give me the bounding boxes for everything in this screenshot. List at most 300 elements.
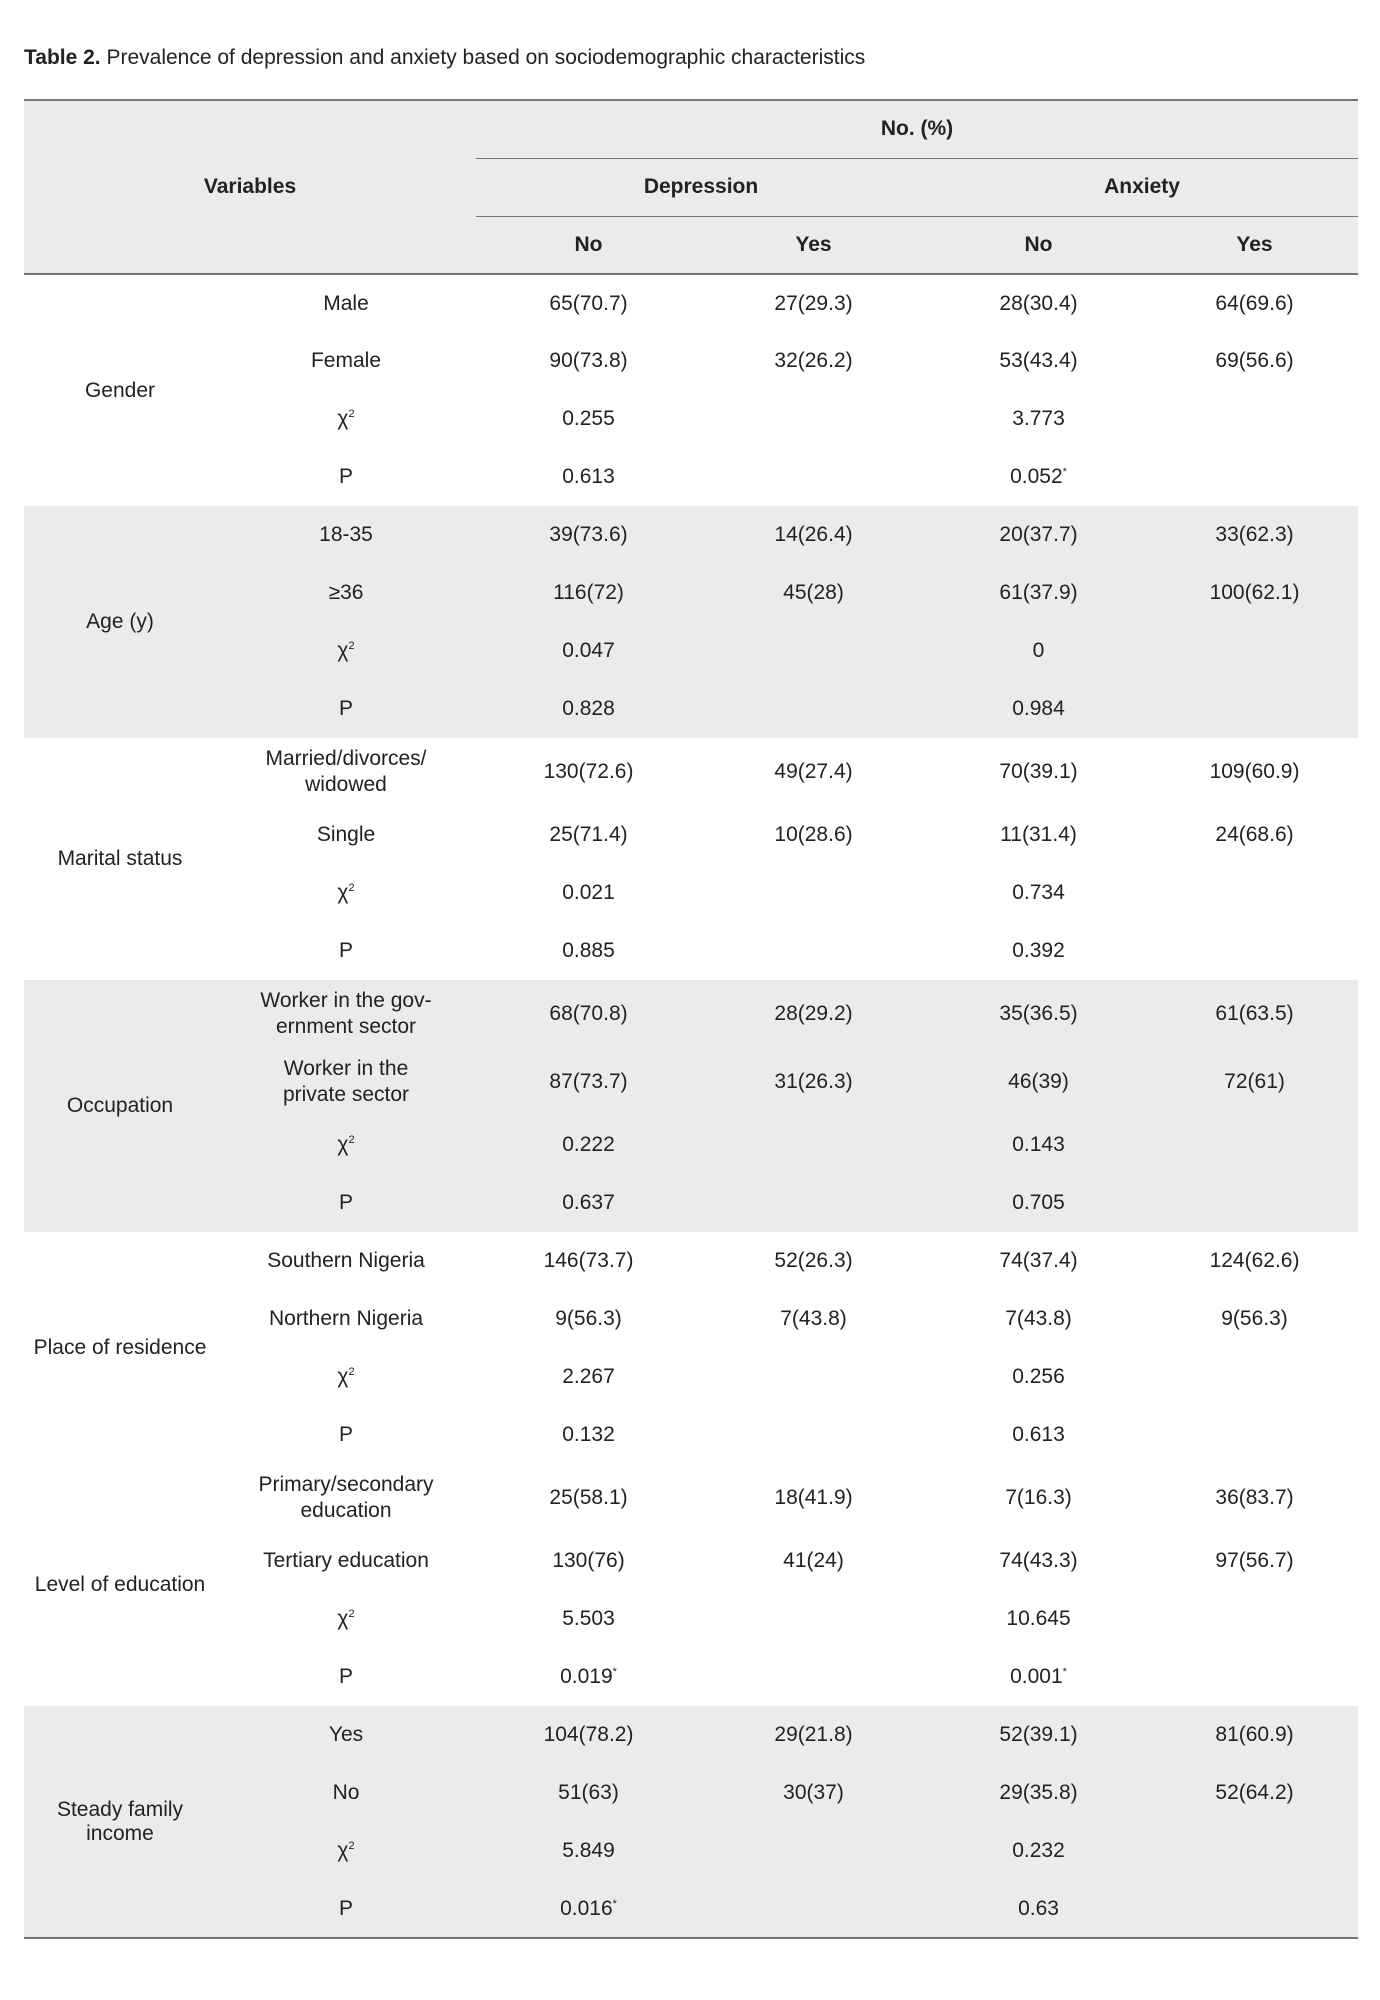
value-cell-dep-yes (701, 506, 926, 564)
value-cell-anx-no (926, 922, 1151, 980)
value-cell-dep-yes (701, 1048, 926, 1116)
cell-value: 0.637 (562, 1191, 615, 1214)
row-label-cell (216, 448, 476, 506)
value-cell-dep-no (476, 806, 701, 864)
value-cell-anx-no (926, 1232, 1151, 1290)
header-anxiety: Anxiety (926, 158, 1358, 216)
row-label: χ (337, 407, 349, 430)
header-variables: Variables (24, 100, 476, 274)
value-cell-dep-no (476, 448, 701, 506)
cell-value: 0.256 (1012, 1365, 1065, 1388)
row-label-cell (216, 980, 476, 1048)
row-label-cell (216, 1048, 476, 1116)
value-cell-anx-yes (1151, 738, 1358, 806)
value-cell-dep-no (476, 1648, 701, 1706)
value-cell-anx-no (926, 332, 1151, 390)
cell-value: 0.021 (562, 881, 615, 904)
row-label-cell (216, 1348, 476, 1406)
value-cell-anx-no (926, 1880, 1151, 1938)
value-cell-dep-yes (701, 390, 926, 448)
group-label-cell (24, 274, 216, 506)
value-cell-anx-yes (1151, 1048, 1358, 1116)
cell-value: 65(70.7) (549, 291, 628, 315)
cell-value: 69(56.6) (1215, 349, 1294, 372)
cell-value: 33(62.3) (1215, 523, 1294, 546)
row-label: P (339, 939, 354, 962)
header-anxiety-no: No (926, 216, 1151, 274)
value-cell-anx-no (926, 806, 1151, 864)
row-label-cell (216, 1464, 476, 1532)
cell-value: 53(43.4) (999, 349, 1078, 372)
cell-value: 18(41.9) (774, 1486, 853, 1509)
cell-value: 0.63 (1018, 1896, 1059, 1920)
cell-value: 52(39.1) (999, 1723, 1078, 1746)
cell-value: 24(68.6) (1215, 823, 1294, 846)
value-cell-dep-yes (701, 274, 926, 332)
row-label-cell (216, 622, 476, 680)
value-cell-dep-no (476, 864, 701, 922)
table-row (24, 1406, 1358, 1464)
value-cell-anx-no (926, 448, 1151, 506)
row-label: No (332, 1781, 360, 1804)
value-cell-anx-no (926, 1706, 1151, 1764)
value-cell-dep-no (476, 1174, 701, 1232)
cell-value: 27(29.3) (774, 291, 853, 315)
caption-text: Prevalence of depression and anxiety based on sociodemographic characteristics (100, 46, 866, 69)
value-cell-anx-no (926, 274, 1151, 332)
row-label-cell (216, 390, 476, 448)
table-row (24, 1648, 1358, 1706)
row-label-cell (216, 1880, 476, 1938)
value-cell-anx-no (926, 622, 1151, 680)
value-cell-anx-no (926, 506, 1151, 564)
value-cell-anx-no (926, 738, 1151, 806)
cell-value: 41(24) (783, 1549, 844, 1572)
table-row (24, 1706, 1358, 1764)
cell-value: 61(37.9) (999, 581, 1078, 604)
table-body (24, 274, 1358, 1938)
table-row (24, 980, 1358, 1048)
row-label: χ (337, 1839, 349, 1862)
table-caption (24, 46, 865, 70)
cell-value: 14(26.4) (774, 523, 853, 546)
cell-value: 52(64.2) (1215, 1781, 1294, 1804)
row-label: P (339, 1191, 354, 1214)
row-label-cell (216, 1764, 476, 1822)
value-cell-dep-yes (701, 738, 926, 806)
row-label-cell (216, 922, 476, 980)
cell-value: 9(56.3) (555, 1307, 622, 1330)
value-cell-dep-yes (701, 1406, 926, 1464)
row-label: χ (337, 1133, 349, 1156)
row-label: Married/divorces/ (265, 747, 427, 770)
value-cell-dep-yes (701, 564, 926, 622)
row-label: Southern Nigeria (267, 1249, 425, 1272)
table-row (24, 448, 1358, 506)
cell-value: 90(73.8) (549, 349, 628, 372)
value-cell-dep-yes (701, 1174, 926, 1232)
row-label-cell (216, 1290, 476, 1348)
header-depression-no: No (476, 216, 701, 274)
row-label-cell (216, 1532, 476, 1590)
cell-value: 46(39) (1008, 1070, 1069, 1093)
row-label-cell (216, 1116, 476, 1174)
value-cell-anx-yes (1151, 1464, 1358, 1532)
row-label: Primary/secondary (258, 1473, 434, 1496)
table-row (24, 1348, 1358, 1406)
cell-value: 0.613 (562, 465, 615, 488)
row-label: 18-35 (319, 523, 373, 546)
row-label: P (339, 1423, 354, 1446)
header-anxiety-yes: Yes (1151, 216, 1358, 274)
group-label-cell (24, 1232, 216, 1464)
cell-value: 2.267 (562, 1365, 615, 1388)
table-row (24, 332, 1358, 390)
row-label-cell (216, 506, 476, 564)
value-cell-anx-no (926, 1174, 1151, 1232)
value-cell-anx-no (926, 680, 1151, 738)
value-cell-anx-yes (1151, 448, 1358, 506)
value-cell-anx-no (926, 1406, 1151, 1464)
value-cell-anx-yes (1151, 1822, 1358, 1880)
table-row (24, 680, 1358, 738)
row-label-superscript: 2 (348, 408, 355, 420)
value-cell-dep-yes (701, 1764, 926, 1822)
table-row (24, 864, 1358, 922)
cell-value: 0.885 (562, 939, 615, 962)
row-label: Tertiary education (263, 1549, 429, 1572)
value-cell-dep-yes (701, 1116, 926, 1174)
value-cell-anx-yes (1151, 390, 1358, 448)
cell-value: 36(83.7) (1215, 1486, 1294, 1509)
row-label-line2: ernment sector (275, 1015, 417, 1038)
value-cell-anx-no (926, 864, 1151, 922)
row-label-superscript: 2 (348, 1840, 355, 1852)
table-row (24, 622, 1358, 680)
value-cell-anx-no (926, 1764, 1151, 1822)
value-cell-anx-no (926, 980, 1151, 1048)
cell-value: 28(30.4) (999, 291, 1078, 315)
row-label-superscript: 2 (348, 1366, 355, 1378)
row-label-superscript: 2 (348, 882, 355, 894)
cell-value: 20(37.7) (999, 523, 1078, 546)
value-cell-dep-no (476, 506, 701, 564)
row-label-line2: widowed (305, 773, 387, 796)
row-label-cell (216, 1406, 476, 1464)
cell-value: 74(43.3) (999, 1549, 1078, 1572)
value-cell-dep-yes (701, 1464, 926, 1532)
value-cell-dep-no (476, 980, 701, 1048)
row-label: Northern Nigeria (268, 1307, 424, 1330)
value-cell-dep-no (476, 1880, 701, 1938)
value-cell-anx-yes (1151, 1880, 1358, 1938)
cell-value: 0.232 (1012, 1839, 1065, 1862)
significance-marker: * (1062, 466, 1067, 478)
value-cell-anx-yes (1151, 564, 1358, 622)
cell-value: 25(71.4) (549, 823, 628, 846)
value-cell-dep-yes (701, 1822, 926, 1880)
cell-value: 146(73.7) (543, 1249, 634, 1272)
row-label: P (339, 697, 354, 720)
value-cell-anx-yes (1151, 1532, 1358, 1590)
table-row (24, 506, 1358, 564)
value-cell-anx-yes (1151, 1116, 1358, 1174)
value-cell-anx-yes (1151, 1406, 1358, 1464)
cell-value: 5.849 (562, 1839, 615, 1862)
cell-value: 7(43.8) (1005, 1307, 1072, 1330)
row-label: Worker in the gov- (260, 989, 432, 1012)
value-cell-dep-no (476, 622, 701, 680)
value-cell-anx-yes (1151, 1232, 1358, 1290)
value-cell-dep-no (476, 1116, 701, 1174)
cell-value: 0.392 (1012, 939, 1065, 962)
value-cell-dep-no (476, 1764, 701, 1822)
cell-value: 52(26.3) (774, 1249, 853, 1272)
row-label-cell (216, 806, 476, 864)
cell-value: 11(31.4) (1000, 823, 1077, 846)
cell-value: 39(73.6) (549, 523, 628, 546)
cell-value: 45(28) (783, 581, 844, 604)
cell-value: 30(37) (783, 1781, 844, 1804)
row-label-cell (216, 1590, 476, 1648)
cell-value: 7(16.3) (1005, 1486, 1072, 1509)
cell-value: 74(37.4) (999, 1249, 1078, 1272)
value-cell-dep-no (476, 1048, 701, 1116)
cell-value: 29(21.8) (774, 1723, 853, 1746)
row-label-line2: education (300, 1499, 392, 1522)
table-header (24, 100, 1358, 274)
value-cell-dep-no (476, 922, 701, 980)
value-cell-dep-no (476, 390, 701, 448)
cell-value: 32(26.2) (774, 349, 853, 372)
group-label: Steady family income (56, 1797, 184, 1845)
table-row (24, 1464, 1358, 1532)
cell-value: 130(76) (552, 1549, 625, 1572)
value-cell-anx-no (926, 1048, 1151, 1116)
cell-value: 10(28.6) (774, 823, 853, 846)
cell-value: 0.828 (562, 697, 615, 720)
row-label: χ (337, 639, 349, 662)
group-label: Place of residence (33, 1336, 207, 1359)
table-row (24, 1048, 1358, 1116)
cell-value: 100(62.1) (1209, 581, 1300, 604)
cell-value: 10.645 (1006, 1607, 1071, 1630)
value-cell-dep-yes (701, 1348, 926, 1406)
value-cell-anx-no (926, 390, 1151, 448)
value-cell-dep-no (476, 1406, 701, 1464)
value-cell-dep-yes (701, 1880, 926, 1938)
table-row (24, 1174, 1358, 1232)
significance-marker: * (612, 1897, 617, 1910)
cell-value: 64(69.6) (1215, 291, 1294, 315)
prevalence-table (24, 99, 1358, 1939)
cell-value: 68(70.8) (549, 1002, 628, 1025)
cell-value: 0.705 (1012, 1191, 1065, 1214)
caption-label: Table 2. (24, 46, 101, 69)
cell-value: 3.773 (1012, 407, 1065, 430)
row-label-line2: private sector (282, 1083, 410, 1106)
table-row (24, 1532, 1358, 1590)
cell-value: 0.019 (560, 1665, 613, 1688)
cell-value: 29(35.8) (999, 1781, 1078, 1804)
value-cell-anx-yes (1151, 680, 1358, 738)
value-cell-anx-yes (1151, 1706, 1358, 1764)
value-cell-dep-yes (701, 922, 926, 980)
group-label: Level of education (34, 1573, 206, 1596)
value-cell-anx-yes (1151, 274, 1358, 332)
cell-value: 61(63.5) (1215, 1002, 1294, 1025)
cell-value: 0.001 (1010, 1665, 1063, 1688)
value-cell-dep-yes (701, 332, 926, 390)
cell-value: 130(72.6) (543, 760, 634, 783)
value-cell-dep-yes (701, 806, 926, 864)
value-cell-dep-yes (701, 980, 926, 1048)
value-cell-anx-no (926, 1822, 1151, 1880)
row-label-cell (216, 1232, 476, 1290)
group-label-cell (24, 980, 216, 1232)
group-label-cell (24, 738, 216, 980)
cell-value: 0 (1032, 639, 1045, 662)
row-label: P (339, 1896, 354, 1920)
cell-value: 7(43.8) (780, 1307, 847, 1330)
group-label-cell (24, 506, 216, 738)
cell-value: 49(27.4) (774, 760, 853, 783)
value-cell-dep-yes (701, 622, 926, 680)
row-label: Yes (328, 1723, 364, 1746)
value-cell-dep-yes (701, 1532, 926, 1590)
row-label-superscript: 2 (348, 640, 355, 652)
table-row (24, 1290, 1358, 1348)
row-label-superscript: 2 (348, 1134, 355, 1146)
value-cell-dep-no (476, 1464, 701, 1532)
row-label-cell (216, 332, 476, 390)
value-cell-dep-no (476, 1532, 701, 1590)
value-cell-anx-yes (1151, 1174, 1358, 1232)
value-cell-anx-yes (1151, 1290, 1358, 1348)
cell-value: 35(36.5) (999, 1002, 1078, 1025)
value-cell-dep-no (476, 274, 701, 332)
row-label: ≥36 (328, 581, 364, 604)
row-label-superscript: 2 (348, 1608, 355, 1620)
cell-value: 72(61) (1224, 1070, 1285, 1093)
value-cell-dep-no (476, 1590, 701, 1648)
value-cell-dep-yes (701, 1590, 926, 1648)
cell-value: 9(56.3) (1221, 1307, 1288, 1330)
row-label-cell (216, 1706, 476, 1764)
row-label: Single (316, 823, 376, 846)
row-label-cell (216, 738, 476, 806)
value-cell-anx-no (926, 1348, 1151, 1406)
group-label-cell (24, 1464, 216, 1706)
group-label: Marital status (57, 847, 183, 870)
value-cell-anx-yes (1151, 806, 1358, 864)
cell-value: 0.734 (1012, 881, 1065, 904)
row-label: χ (337, 1607, 349, 1630)
cell-value: 0.047 (562, 639, 615, 662)
significance-marker: * (1062, 1666, 1067, 1678)
cell-value: 0.052 (1010, 465, 1063, 488)
value-cell-anx-no (926, 1464, 1151, 1532)
row-label-cell (216, 1648, 476, 1706)
table-row (24, 1880, 1358, 1938)
table-row (24, 1764, 1358, 1822)
row-label: Male (323, 291, 369, 315)
value-cell-dep-no (476, 332, 701, 390)
header-no-pct: No. (%) (476, 100, 1358, 158)
value-cell-anx-yes (1151, 864, 1358, 922)
group-label: Gender (84, 378, 156, 402)
table-row (24, 738, 1358, 806)
row-label: χ (337, 1365, 349, 1388)
value-cell-dep-yes (701, 680, 926, 738)
value-cell-dep-no (476, 1348, 701, 1406)
group-label: Age (y) (86, 610, 154, 633)
cell-value: 124(62.6) (1209, 1249, 1300, 1272)
row-label: P (339, 465, 354, 488)
cell-value: 31(26.3) (774, 1070, 853, 1093)
value-cell-dep-no (476, 1706, 701, 1764)
table-row (24, 1590, 1358, 1648)
value-cell-anx-yes (1151, 506, 1358, 564)
value-cell-dep-yes (701, 448, 926, 506)
cell-value: 28(29.2) (774, 1002, 853, 1025)
cell-value: 0.143 (1012, 1133, 1065, 1156)
value-cell-anx-yes (1151, 1348, 1358, 1406)
value-cell-dep-yes (701, 1290, 926, 1348)
value-cell-anx-yes (1151, 1764, 1358, 1822)
cell-value: 0.984 (1012, 697, 1065, 720)
cell-value: 51(63) (558, 1781, 619, 1804)
value-cell-dep-yes (701, 1648, 926, 1706)
value-cell-dep-no (476, 564, 701, 622)
value-cell-anx-no (926, 1590, 1151, 1648)
table-row (24, 922, 1358, 980)
table-row (24, 1232, 1358, 1290)
value-cell-anx-no (926, 1648, 1151, 1706)
row-label-cell (216, 274, 476, 332)
significance-marker: * (612, 1666, 617, 1678)
value-cell-anx-no (926, 564, 1151, 622)
table-row (24, 390, 1358, 448)
table-row (24, 1822, 1358, 1880)
row-label-cell (216, 564, 476, 622)
value-cell-anx-no (926, 1290, 1151, 1348)
value-cell-dep-no (476, 1822, 701, 1880)
cell-value: 0.613 (1012, 1423, 1065, 1446)
value-cell-anx-yes (1151, 922, 1358, 980)
row-label-cell (216, 1174, 476, 1232)
row-label: Worker in the (283, 1057, 409, 1080)
value-cell-anx-yes (1151, 1648, 1358, 1706)
group-label-cell (24, 1706, 216, 1938)
row-label-cell (216, 1822, 476, 1880)
value-cell-dep-yes (701, 864, 926, 922)
value-cell-anx-yes (1151, 980, 1358, 1048)
cell-value: 109(60.9) (1209, 760, 1300, 783)
group-label: Occupation (66, 1094, 174, 1117)
cell-value: 116(72) (553, 581, 624, 604)
cell-value: 5.503 (562, 1607, 615, 1630)
header-depression: Depression (476, 158, 926, 216)
value-cell-anx-yes (1151, 1590, 1358, 1648)
table-row (24, 564, 1358, 622)
row-label-cell (216, 680, 476, 738)
value-cell-anx-yes (1151, 622, 1358, 680)
row-label: χ (337, 881, 349, 904)
cell-value: 70(39.1) (999, 760, 1078, 783)
row-label: Female (310, 349, 382, 372)
cell-value: 0.016 (560, 1896, 613, 1920)
